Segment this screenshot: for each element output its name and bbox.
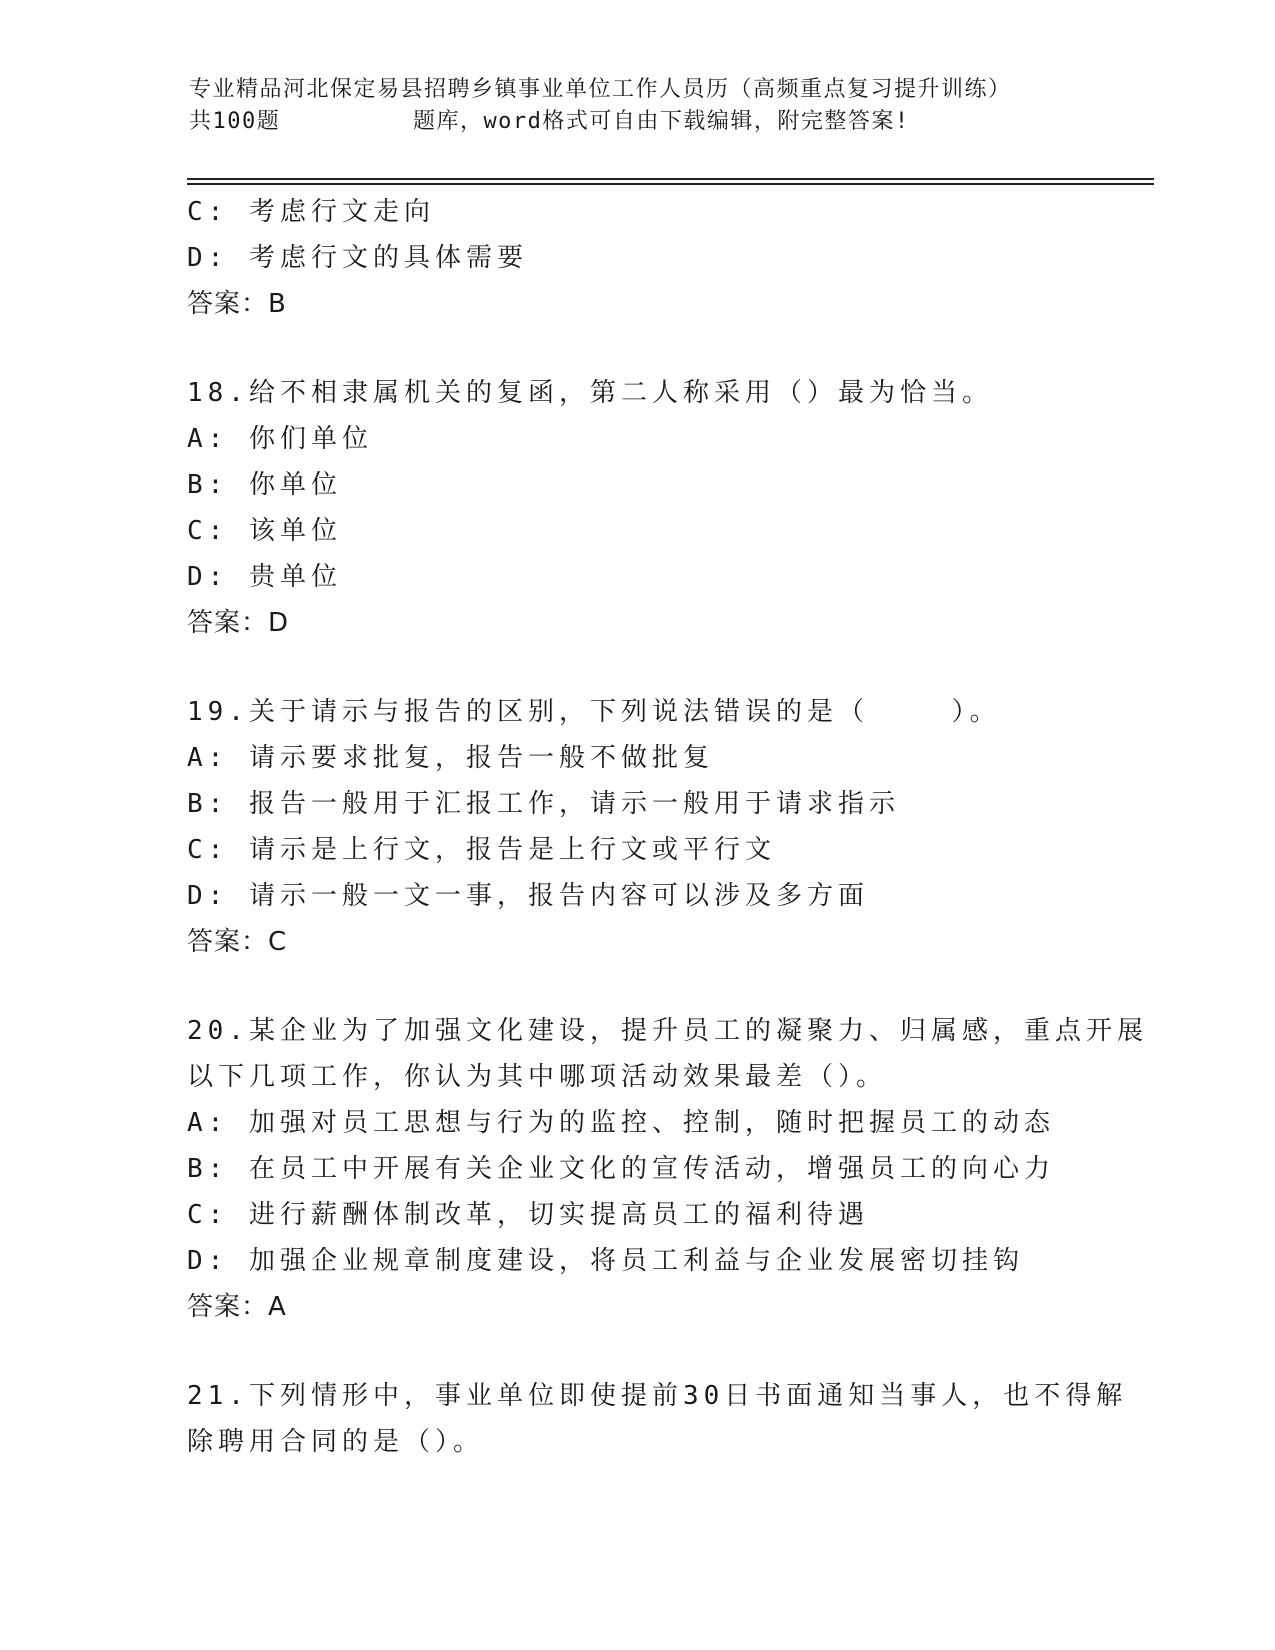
option-c: C: 考虑行文走向 xyxy=(187,197,435,227)
question-19 xyxy=(187,689,1087,965)
question-stem: 18.给不相隶属机关的复函，第二人称采用（）最为恰当。 xyxy=(187,378,993,408)
header-divider-bottom xyxy=(187,183,1154,185)
question-stem-continued: 以下几项工作，你认为其中哪项活动效果最差（）。 xyxy=(187,1062,888,1092)
option-a: A: 请示要求批复，报告一般不做批复 xyxy=(187,743,714,773)
question-list xyxy=(187,189,1148,1465)
option-d: D: 请示一般一文一事，报告内容可以涉及多方面 xyxy=(187,881,869,911)
option-d: D: 贵单位 xyxy=(187,562,342,592)
option-b: B: 报告一般用于汇报工作，请示一般用于请求指示 xyxy=(187,789,900,819)
answer-line: 答案：A xyxy=(187,1292,287,1322)
answer-line: 答案：B xyxy=(187,289,287,319)
question-20 xyxy=(187,1008,1148,1330)
option-b: B: 在员工中开展有关企业文化的宣传活动，增强员工的向心力 xyxy=(187,1154,1055,1184)
question-stem: 20.某企业为了加强文化建设，提升员工的凝聚力、归属感，重点开展 xyxy=(187,1016,1148,1046)
question-stem-continued: 除聘用合同的是（）。 xyxy=(187,1427,485,1457)
answer-line: 答案：D xyxy=(187,608,290,638)
header-title-line: 专业精品河北保定易县招聘乡镇事业单位工作人员历（高频重点复习提升训练） xyxy=(189,77,1012,102)
option-d: D: 考虑行文的具体需要 xyxy=(187,243,528,273)
question-stem: 21.下列情形中，事业单位即使提前30日书面通知当事人，也不得解 xyxy=(187,1381,1128,1411)
option-c: C: 进行薪酬体制改革，切实提高员工的福利待遇 xyxy=(187,1200,869,1230)
document-header xyxy=(189,74,1089,138)
option-d: D: 加强企业规章制度建设，将员工利益与企业发展密切挂钩 xyxy=(187,1246,1024,1276)
option-a: A: 加强对员工思想与行为的监控、控制，随时把握员工的动态 xyxy=(187,1108,1055,1138)
option-c: C: 该单位 xyxy=(187,516,342,546)
header-divider-top xyxy=(187,178,1154,180)
option-c: C: 请示是上行文，报告是上行文或平行文 xyxy=(187,835,776,865)
question-18 xyxy=(187,370,1087,646)
option-a: A: 你们单位 xyxy=(187,424,373,454)
question-21 xyxy=(187,1373,1128,1465)
header-subtitle-line: 共100题 题库，word格式可自由下载编辑，附完整答案! xyxy=(189,109,910,134)
answer-line: 答案：C xyxy=(187,927,288,957)
option-b: B: 你单位 xyxy=(187,470,342,500)
question-stem: 19.关于请示与报告的区别，下列说法错误的是（ ）。 xyxy=(187,697,1001,727)
